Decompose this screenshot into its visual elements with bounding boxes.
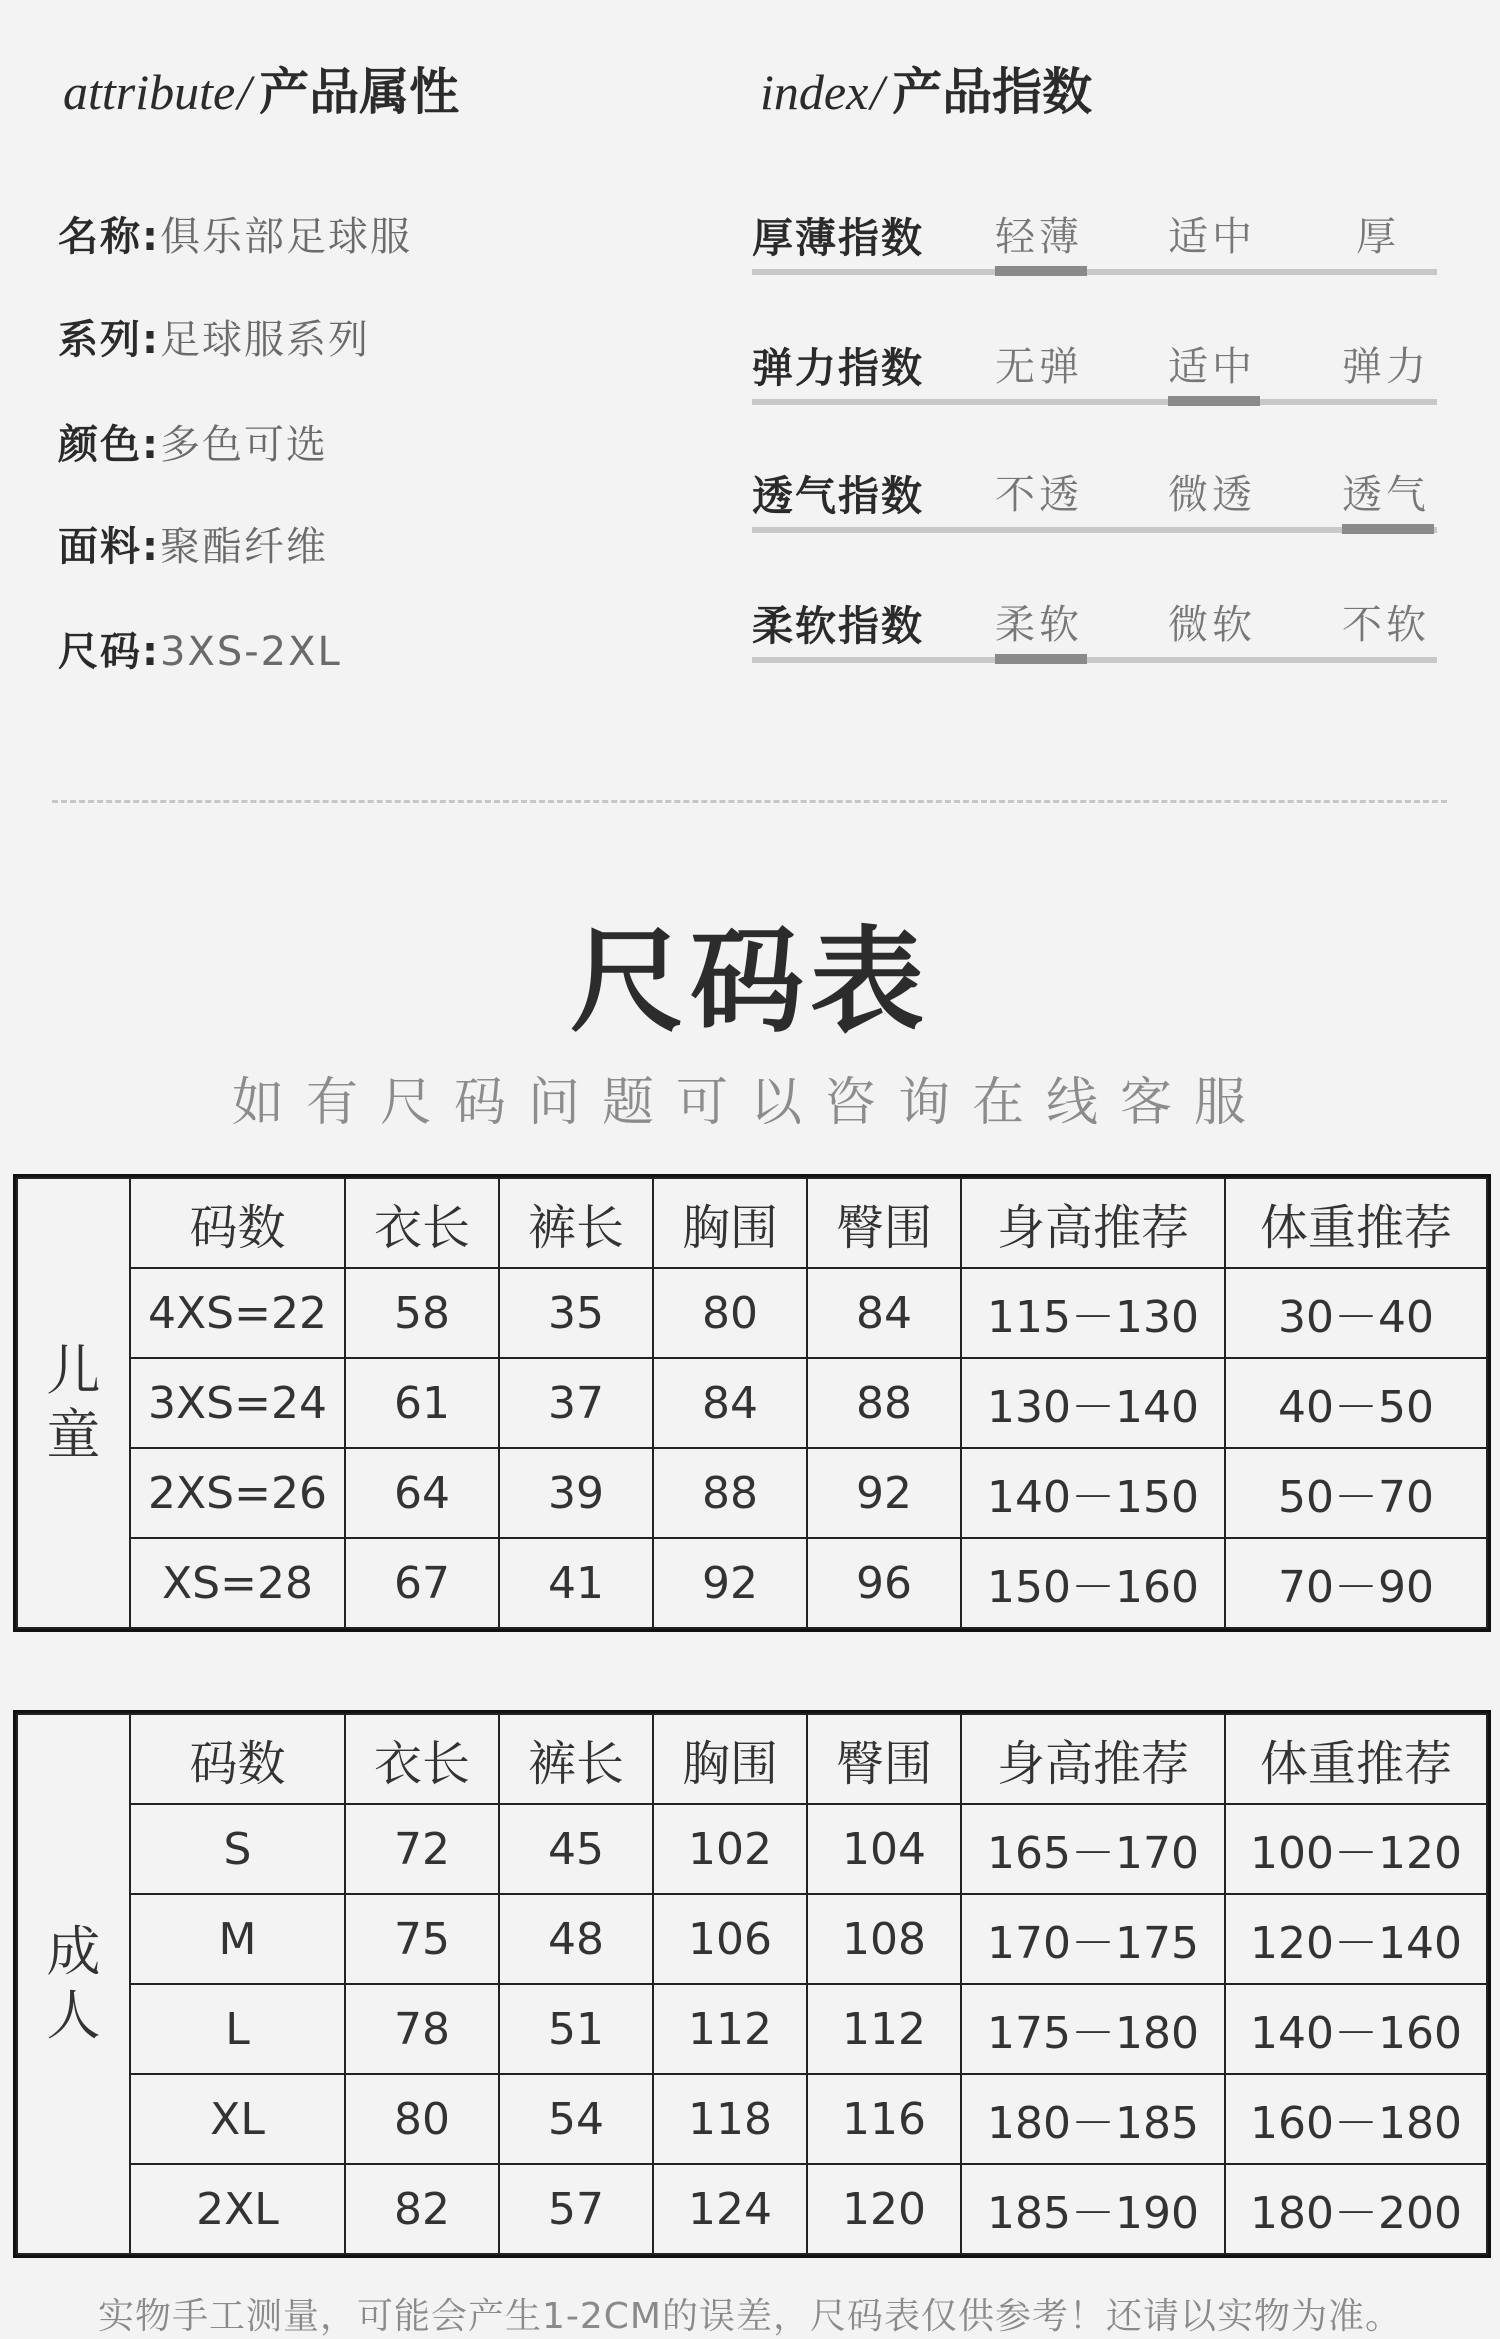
table-cell: 170－175 (961, 1894, 1225, 1984)
header-cell: 胸围 (653, 1714, 807, 1804)
table-cell: 140－160 (1225, 1984, 1487, 2074)
header-cell: 衣长 (345, 1178, 499, 1268)
index-option: 适中 (1168, 214, 1256, 260)
attribute-value: 3XS-2XL (160, 629, 342, 675)
table-cell: M (130, 1894, 345, 1984)
index-row-elasticity (752, 335, 1437, 430)
index-selected-marker (1168, 396, 1260, 406)
table-cell: 88 (653, 1448, 807, 1538)
index-name: 弹力指数 (752, 344, 924, 392)
attribute-key: 名称: (58, 214, 160, 260)
index-option: 厚 (1356, 214, 1400, 260)
index-option: 不软 (1342, 602, 1430, 648)
table-cell: 54 (499, 2074, 653, 2164)
index-selected-marker (1342, 524, 1434, 534)
header-cell: 衣长 (345, 1714, 499, 1804)
group-label-kids: 儿 童 (17, 1178, 130, 1628)
table-cell: 140－150 (961, 1448, 1225, 1538)
table-cell: 92 (653, 1538, 807, 1628)
table-cell: 4XS=22 (130, 1268, 345, 1358)
table-cell: 41 (499, 1538, 653, 1628)
table-row (17, 1984, 1487, 2074)
header-cell: 码数 (130, 1178, 345, 1268)
attribute-row-series (58, 308, 370, 365)
kids-size-table (16, 1177, 1488, 1629)
table-cell: 106 (653, 1894, 807, 1984)
table-cell: 124 (653, 2164, 807, 2254)
table-cell: 3XS=24 (130, 1358, 345, 1448)
table-cell: 78 (345, 1984, 499, 2074)
index-option: 不透 (995, 472, 1083, 518)
index-option: 无弹 (995, 344, 1083, 390)
table-cell: 67 (345, 1538, 499, 1628)
index-option: 轻薄 (995, 214, 1083, 260)
table-cell: 30－40 (1225, 1268, 1487, 1358)
table-cell: 2XL (130, 2164, 345, 2254)
attribute-slash: / (237, 64, 252, 120)
table-cell: 180－200 (1225, 2164, 1487, 2254)
index-track (752, 269, 1437, 275)
attribute-row-color (58, 413, 328, 470)
table-cell: 70－90 (1225, 1538, 1487, 1628)
table-cell: 112 (653, 1984, 807, 2074)
index-slash: / (870, 64, 885, 120)
table-cell: 116 (807, 2074, 961, 2164)
table-row (17, 2164, 1487, 2254)
table-cell: 120 (807, 2164, 961, 2254)
table-row (17, 1358, 1487, 1448)
table-cell: 130－140 (961, 1358, 1225, 1448)
attribute-key: 面料: (58, 524, 160, 570)
table-cell: 180－185 (961, 2074, 1225, 2164)
table-cell: 84 (653, 1358, 807, 1448)
table-cell: XL (130, 2074, 345, 2164)
attribute-title: 产品属性 (259, 63, 460, 121)
table-cell: 51 (499, 1984, 653, 2074)
attribute-row-name (58, 205, 412, 262)
group-label-adults: 成 人 (17, 1714, 130, 2254)
table-cell: 57 (499, 2164, 653, 2254)
index-selected-marker (995, 266, 1087, 276)
header-cell: 胸围 (653, 1178, 807, 1268)
table-cell: 48 (499, 1894, 653, 1984)
table-cell: 92 (807, 1448, 961, 1538)
table-cell: 75 (345, 1894, 499, 1984)
header-cell: 码数 (130, 1714, 345, 1804)
index-script-title: index (760, 64, 869, 120)
attribute-row-fabric (58, 515, 328, 572)
table-cell: 80 (345, 2074, 499, 2164)
header-cell: 臀围 (807, 1714, 961, 1804)
table-row (17, 1804, 1487, 1894)
table-cell: 35 (499, 1268, 653, 1358)
table-row (17, 2074, 1487, 2164)
index-name: 厚薄指数 (752, 214, 924, 262)
index-option: 适中 (1168, 344, 1256, 390)
index-option: 透气 (1342, 472, 1430, 518)
table-cell: 115－130 (961, 1268, 1225, 1358)
table-row (17, 1448, 1487, 1538)
table-cell: 160－180 (1225, 2074, 1487, 2164)
attribute-value: 多色可选 (160, 422, 328, 468)
table-cell: 82 (345, 2164, 499, 2254)
attribute-key: 尺码: (58, 629, 160, 675)
table-row (17, 1894, 1487, 1984)
table-cell: 96 (807, 1538, 961, 1628)
attribute-value: 足球服系列 (160, 317, 370, 363)
table-cell: 102 (653, 1804, 807, 1894)
index-option: 微透 (1168, 472, 1256, 518)
attribute-value: 聚酯纤维 (160, 524, 328, 570)
index-selected-marker (995, 654, 1087, 664)
attribute-value: 俱乐部足球服 (160, 214, 412, 260)
index-track (752, 657, 1437, 663)
index-track (752, 527, 1437, 533)
table-cell: 118 (653, 2074, 807, 2164)
header-cell: 裤长 (499, 1178, 653, 1268)
index-name: 透气指数 (752, 472, 924, 520)
index-name: 柔软指数 (752, 602, 924, 650)
table-cell: 37 (499, 1358, 653, 1448)
table-cell: 50－70 (1225, 1448, 1487, 1538)
table-cell: L (130, 1984, 345, 2074)
header-cell: 体重推荐 (1225, 1714, 1487, 1804)
table-row (17, 1268, 1487, 1358)
size-chart-subtitle: 如有尺码问题可以咨询在线客服 (231, 1073, 1268, 1133)
header-cell: 裤长 (499, 1714, 653, 1804)
table-cell: 112 (807, 1984, 961, 2074)
header-cell: 身高推荐 (961, 1178, 1225, 1268)
table-cell: 165－170 (961, 1804, 1225, 1894)
table-cell: 72 (345, 1804, 499, 1894)
table-cell: S (130, 1804, 345, 1894)
index-row-thickness (752, 205, 1437, 300)
table-cell: 104 (807, 1804, 961, 1894)
table-cell: 61 (345, 1358, 499, 1448)
table-cell: 80 (653, 1268, 807, 1358)
table-cell: 64 (345, 1448, 499, 1538)
table-row (17, 1538, 1487, 1628)
table-cell: 100－120 (1225, 1804, 1487, 1894)
table-cell: 120－140 (1225, 1894, 1487, 1984)
table-cell: 2XS=26 (130, 1448, 345, 1538)
header-cell: 身高推荐 (961, 1714, 1225, 1804)
attribute-key: 颜色: (58, 422, 160, 468)
table-header-row (17, 1178, 1487, 1268)
attribute-row-size (58, 620, 342, 677)
table-cell: 45 (499, 1804, 653, 1894)
table-cell: 108 (807, 1894, 961, 1984)
index-option: 柔软 (995, 602, 1083, 648)
size-chart-title: 尺码表 (569, 915, 930, 1048)
adult-size-table (16, 1713, 1488, 2255)
table-cell: 40－50 (1225, 1358, 1487, 1448)
table-cell: 150－160 (961, 1538, 1225, 1628)
attribute-heading (63, 52, 459, 124)
index-title: 产品指数 (892, 63, 1093, 121)
table-cell: 175－180 (961, 1984, 1225, 2074)
attribute-script-title: attribute (63, 64, 236, 120)
table-cell: 84 (807, 1268, 961, 1358)
dashed-divider (52, 800, 1447, 803)
index-option: 微软 (1168, 602, 1256, 648)
table-cell: 39 (499, 1448, 653, 1538)
table-cell: 185－190 (961, 2164, 1225, 2254)
table-cell: 58 (345, 1268, 499, 1358)
table-header-row (17, 1714, 1487, 1804)
index-option: 弹力 (1342, 344, 1430, 390)
header-cell: 臀围 (807, 1178, 961, 1268)
table-cell: XS=28 (130, 1538, 345, 1628)
attribute-key: 系列: (58, 317, 160, 363)
size-chart-footnote: 实物手工测量，可能会产生1-2CM的误差，尺码表仅供参考！还请以实物为准。 (98, 2296, 1402, 2337)
index-track (752, 399, 1437, 405)
index-heading (760, 52, 1092, 124)
index-row-softness (752, 593, 1437, 688)
header-cell: 体重推荐 (1225, 1178, 1487, 1268)
index-row-breathability (752, 463, 1437, 558)
table-cell: 88 (807, 1358, 961, 1448)
